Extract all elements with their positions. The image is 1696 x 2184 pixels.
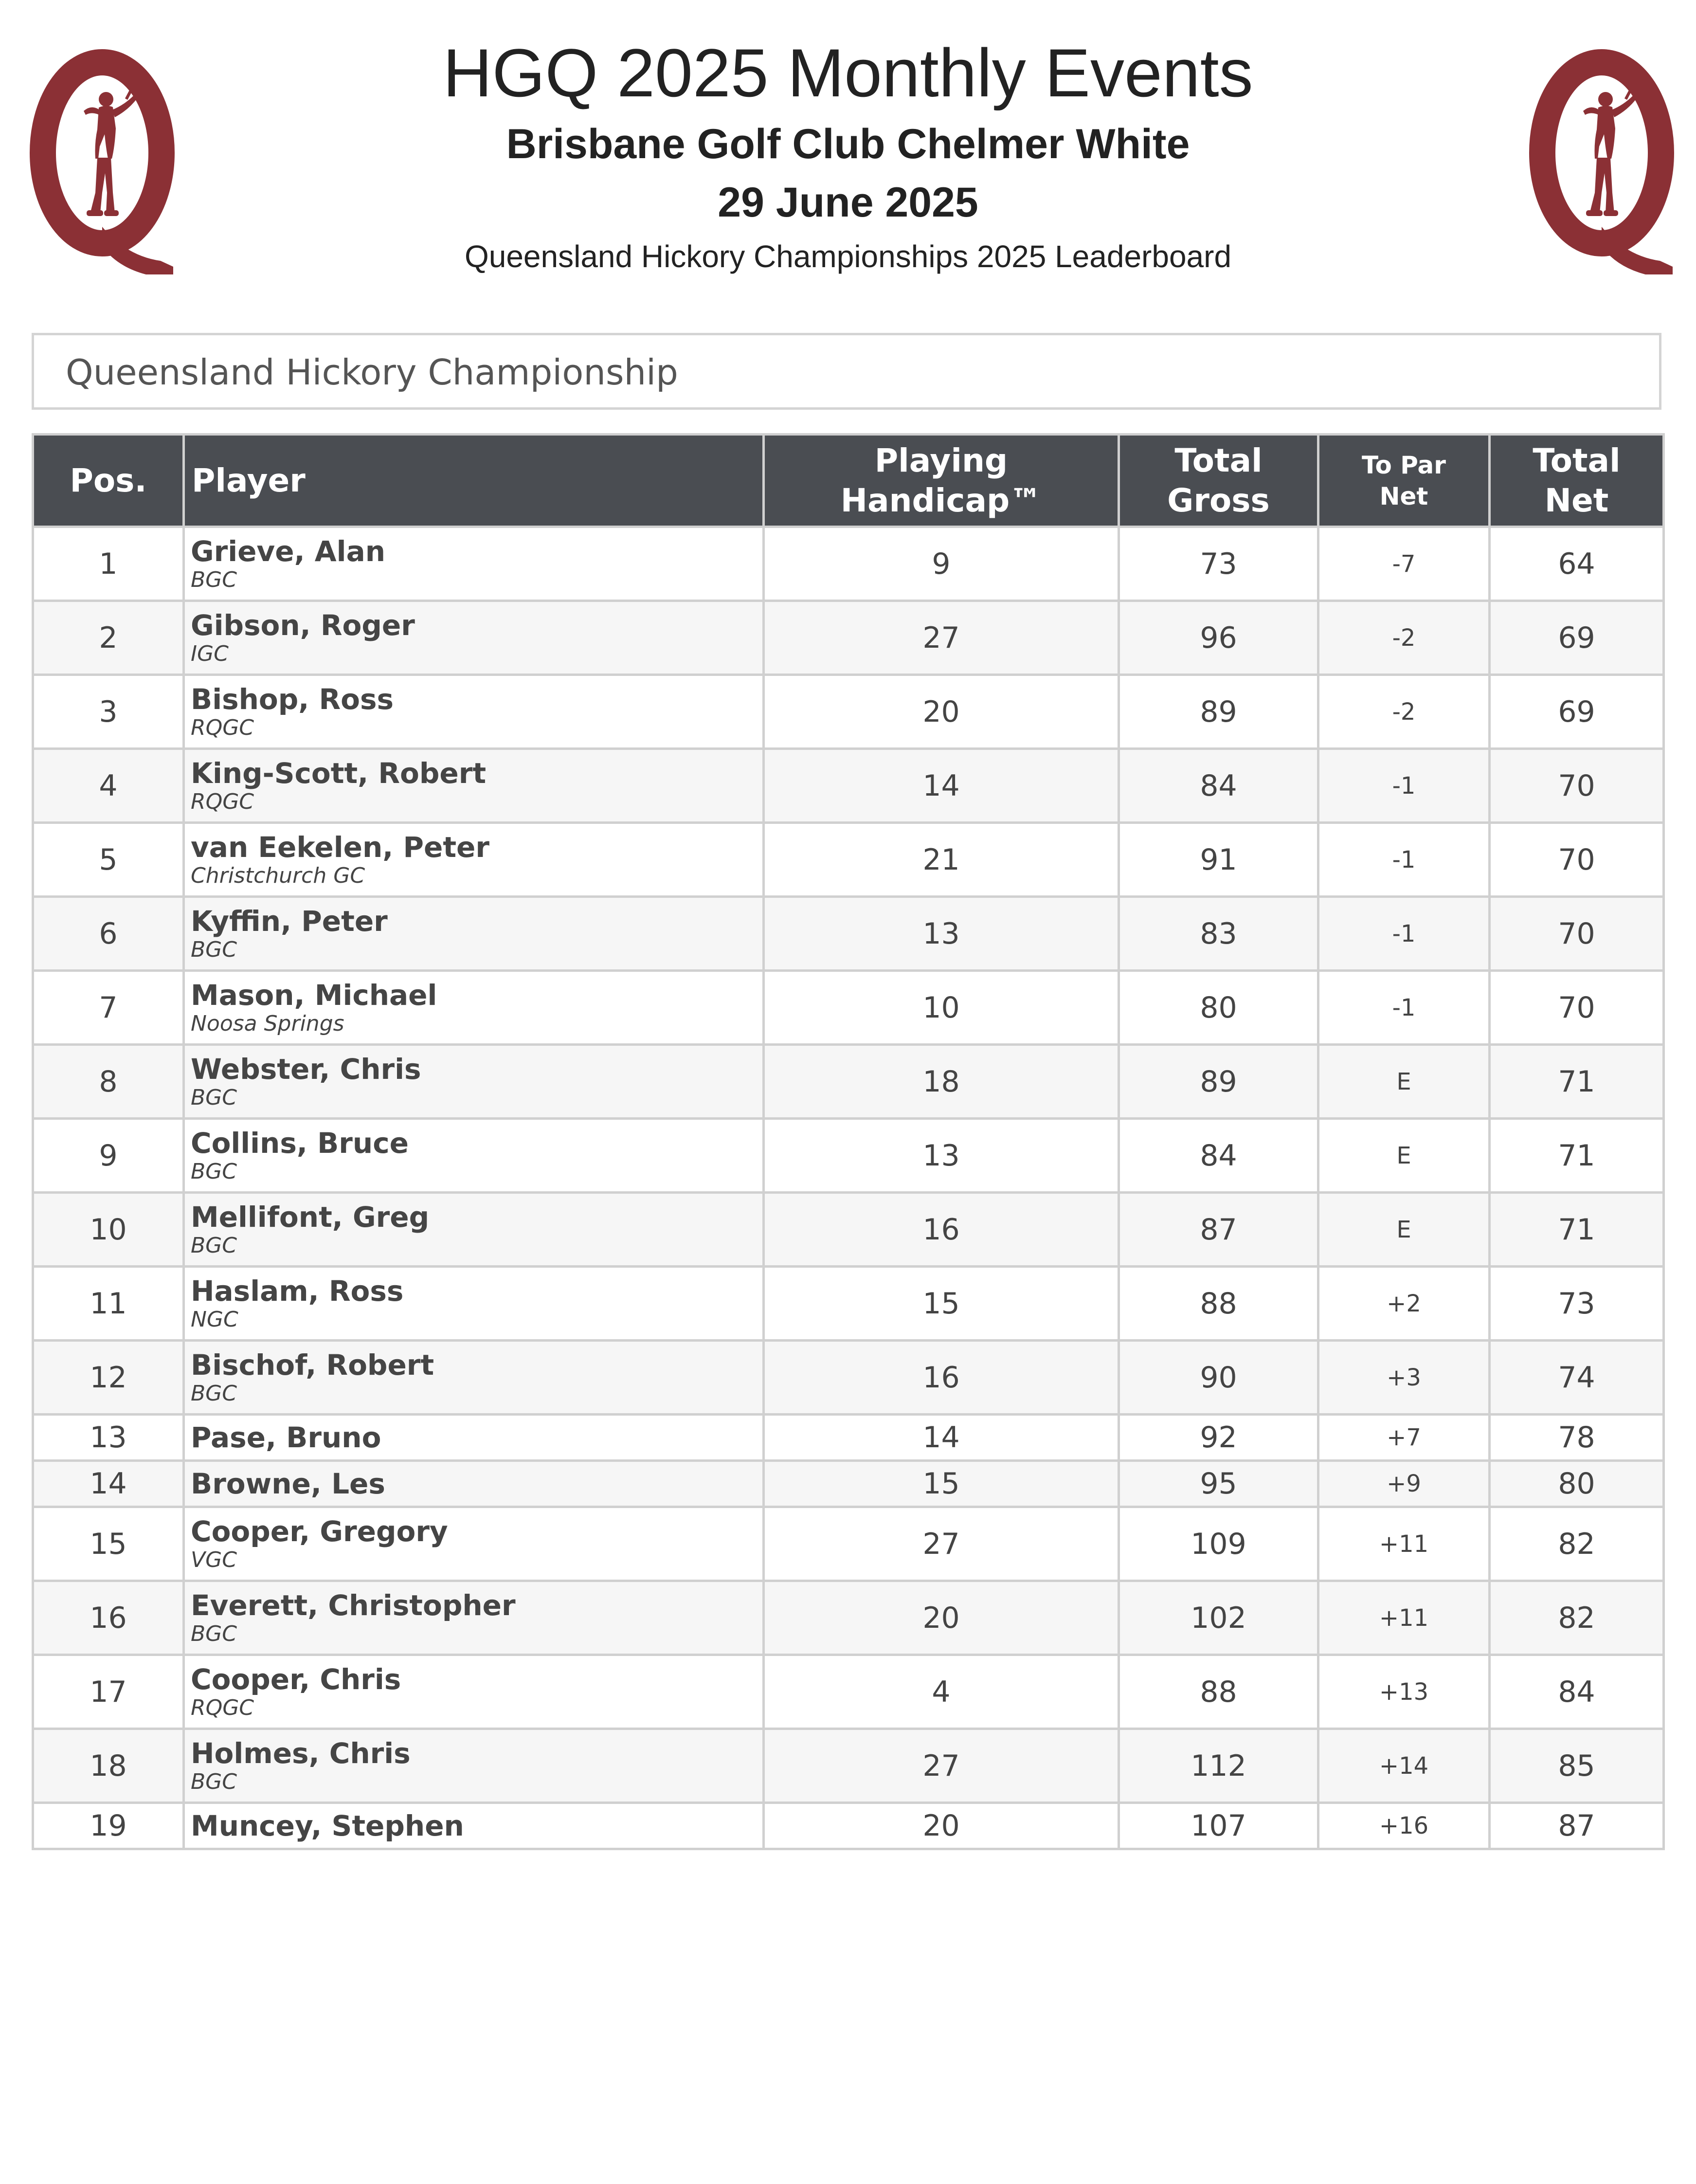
table-row[interactable] [33,675,1664,749]
cell-pos: 11 [33,1267,184,1341]
table-row[interactable] [33,749,1664,823]
cell-player [184,675,764,749]
cell-pos: 4 [33,749,184,823]
cell-pos: 16 [33,1581,184,1655]
cell-net: 78 [1490,1415,1664,1461]
cell-handicap: 20 [764,1581,1119,1655]
cell-pos: 3 [33,675,184,749]
player-name: Mellifont, Greg [191,1200,430,1234]
cell-player [184,1267,764,1341]
cell-gross: 107 [1119,1803,1318,1849]
cell-gross: 84 [1119,1119,1318,1193]
cell-gross: 88 [1119,1267,1318,1341]
cell-to-par: +3 [1318,1341,1490,1415]
cell-gross: 84 [1119,749,1318,823]
cell-gross: 88 [1119,1655,1318,1729]
cell-gross: 95 [1119,1461,1318,1507]
table-row[interactable] [33,1341,1664,1415]
cell-pos: 6 [33,897,184,971]
table-row[interactable] [33,1415,1664,1461]
cell-player [184,1193,764,1267]
cell-player [184,1803,764,1849]
player-club: BGC [191,1621,237,1646]
cell-to-par: +9 [1318,1461,1490,1507]
cell-player [184,1461,764,1507]
cell-gross: 109 [1119,1507,1318,1581]
player-name: Collins, Bruce [191,1126,409,1160]
hgq-logo-right [1529,47,1675,274]
cell-handicap: 27 [764,601,1119,675]
player-club: NGC [191,1307,238,1332]
cell-pos: 18 [33,1729,184,1803]
player-name: Gibson, Roger [191,608,415,642]
player-name: Holmes, Chris [191,1736,411,1770]
cell-net: 70 [1490,749,1664,823]
cell-to-par: +2 [1318,1267,1490,1341]
cell-net: 80 [1490,1461,1664,1507]
table-header-row [33,435,1664,527]
cell-net: 73 [1490,1267,1664,1341]
table-row[interactable] [33,1803,1664,1849]
player-name: Pase, Bruno [191,1421,381,1454]
cell-pos: 17 [33,1655,184,1729]
cell-to-par: -1 [1318,749,1490,823]
player-name: Muncey, Stephen [191,1809,464,1842]
column-header-pos[interactable]: Pos. [33,435,184,527]
cell-player [184,1507,764,1581]
cell-net: 74 [1490,1341,1664,1415]
cell-pos: 12 [33,1341,184,1415]
venue-title: Brisbane Golf Club Chelmer White [506,121,1190,167]
player-club: IGC [191,641,229,666]
cell-pos: 1 [33,527,184,601]
cell-net: 69 [1490,675,1664,749]
cell-net: 70 [1490,971,1664,1045]
cell-pos: 2 [33,601,184,675]
hgq-logo-left [29,47,175,274]
cell-pos: 15 [33,1507,184,1581]
cell-handicap: 13 [764,897,1119,971]
cell-gross: 96 [1119,601,1318,675]
cell-player [184,527,764,601]
player-club: RQGC [191,715,254,740]
cell-pos: 10 [33,1193,184,1267]
cell-to-par: E [1318,1119,1490,1193]
player-name: Bishop, Ross [191,682,394,716]
table-row[interactable] [33,1507,1664,1581]
table-row[interactable] [33,1119,1664,1193]
table-row[interactable] [33,1461,1664,1507]
leaderboard-table [32,433,1665,1850]
competition-title: Queensland Hickory Championship [66,352,678,393]
cell-net: 71 [1490,1045,1664,1119]
table-row[interactable] [33,1045,1664,1119]
cell-gross: 102 [1119,1581,1318,1655]
cell-net: 82 [1490,1581,1664,1655]
cell-player [184,1045,764,1119]
cell-net: 84 [1490,1655,1664,1729]
cell-player [184,1415,764,1461]
player-name: Kyffin, Peter [191,904,388,938]
player-name: Cooper, Chris [191,1662,401,1696]
player-name: Browne, Les [191,1467,385,1500]
cell-to-par: -2 [1318,675,1490,749]
leaderboard-body [33,527,1664,1849]
cell-handicap: 4 [764,1655,1119,1729]
cell-player [184,1119,764,1193]
cell-to-par: -1 [1318,971,1490,1045]
cell-handicap: 21 [764,823,1119,897]
cell-to-par: E [1318,1193,1490,1267]
player-club: BGC [191,1159,237,1184]
cell-pos: 8 [33,1045,184,1119]
cell-net: 64 [1490,527,1664,601]
cell-net: 87 [1490,1803,1664,1849]
cell-net: 69 [1490,601,1664,675]
table-row[interactable] [33,1729,1664,1803]
cell-handicap: 14 [764,1415,1119,1461]
player-club: BGC [191,567,237,592]
cell-player [184,1729,764,1803]
cell-to-par: +7 [1318,1415,1490,1461]
cell-to-par: -2 [1318,601,1490,675]
cell-handicap: 15 [764,1267,1119,1341]
cell-pos: 14 [33,1461,184,1507]
cell-handicap: 14 [764,749,1119,823]
cell-net: 71 [1490,1119,1664,1193]
column-header-player[interactable]: Player [184,435,764,527]
cell-to-par: E [1318,1045,1490,1119]
table-row[interactable] [33,1193,1664,1267]
player-club: BGC [191,1233,237,1258]
cell-handicap: 20 [764,1803,1119,1849]
cell-handicap: 13 [764,1119,1119,1193]
player-club: Christchurch GC [191,863,365,888]
cell-gross: 89 [1119,1045,1318,1119]
cell-net: 85 [1490,1729,1664,1803]
cell-gross: 87 [1119,1193,1318,1267]
cell-player [184,971,764,1045]
cell-player [184,601,764,675]
cell-to-par: -1 [1318,823,1490,897]
cell-net: 70 [1490,823,1664,897]
cell-gross: 112 [1119,1729,1318,1803]
table-row[interactable] [33,897,1664,971]
column-header-gross[interactable]: Total Gross [1119,435,1318,527]
cell-handicap: 15 [764,1461,1119,1507]
player-club: RQGC [191,789,254,814]
cell-to-par: -7 [1318,527,1490,601]
cell-handicap: 10 [764,971,1119,1045]
cell-handicap: 9 [764,527,1119,601]
cell-gross: 90 [1119,1341,1318,1415]
q-golfer-logo-icon [1529,47,1675,274]
cell-gross: 73 [1119,527,1318,601]
cell-to-par: -1 [1318,897,1490,971]
table-row[interactable] [33,601,1664,675]
table-row[interactable] [33,1267,1664,1341]
player-club: VGC [191,1547,237,1572]
player-club: BGC [191,1381,237,1406]
cell-pos: 9 [33,1119,184,1193]
cell-pos: 13 [33,1415,184,1461]
cell-handicap: 16 [764,1193,1119,1267]
table-row[interactable] [33,1655,1664,1729]
cell-player [184,749,764,823]
cell-gross: 91 [1119,823,1318,897]
column-header-net[interactable]: Total Net [1490,435,1664,527]
player-club: Noosa Springs [191,1011,344,1036]
cell-player [184,897,764,971]
leaderboard-subtitle: Queensland Hickory Championships 2025 Leaderboard [464,239,1232,274]
cell-to-par: +11 [1318,1581,1490,1655]
cell-handicap: 20 [764,675,1119,749]
cell-net: 71 [1490,1193,1664,1267]
cell-player [184,823,764,897]
table-row[interactable] [33,1581,1664,1655]
cell-player [184,1655,764,1729]
cell-handicap: 16 [764,1341,1119,1415]
cell-to-par: +11 [1318,1507,1490,1581]
header-titles [292,34,1404,277]
cell-handicap: 18 [764,1045,1119,1119]
competition-section [32,333,1661,410]
page-title: HGQ 2025 Monthly Events [443,35,1253,111]
player-name: King-Scott, Robert [191,756,487,790]
player-name: Bischof, Robert [191,1348,434,1382]
cell-player [184,1581,764,1655]
cell-handicap: 27 [764,1507,1119,1581]
table-row[interactable] [33,823,1664,897]
cell-gross: 80 [1119,971,1318,1045]
player-name: Webster, Chris [191,1052,421,1086]
cell-handicap: 27 [764,1729,1119,1803]
cell-gross: 92 [1119,1415,1318,1461]
player-name: Cooper, Gregory [191,1514,448,1548]
cell-player [184,1341,764,1415]
cell-gross: 83 [1119,897,1318,971]
cell-net: 70 [1490,897,1664,971]
player-club: RQGC [191,1695,254,1720]
cell-pos: 5 [33,823,184,897]
cell-pos: 7 [33,971,184,1045]
event-date: 29 June 2025 [718,179,978,226]
q-golfer-logo-icon [29,47,175,274]
player-name: Everett, Christopher [191,1588,516,1622]
table-row[interactable] [33,971,1664,1045]
player-name: Haslam, Ross [191,1274,404,1308]
cell-to-par: +16 [1318,1803,1490,1849]
player-club: BGC [191,1769,237,1794]
player-name: Grieve, Alan [191,534,385,568]
cell-to-par: +14 [1318,1729,1490,1803]
cell-net: 82 [1490,1507,1664,1581]
table-row[interactable] [33,527,1664,601]
player-club: BGC [191,1085,237,1110]
player-name: Mason, Michael [191,978,437,1012]
cell-pos: 19 [33,1803,184,1849]
column-header-to-par[interactable]: To Par Net [1318,435,1490,527]
column-header-handicap[interactable]: Playing Handicap™ [764,435,1119,527]
player-name: van Eekelen, Peter [191,830,489,864]
page-header [0,0,1696,302]
cell-to-par: +13 [1318,1655,1490,1729]
cell-gross: 89 [1119,675,1318,749]
player-club: BGC [191,937,237,962]
